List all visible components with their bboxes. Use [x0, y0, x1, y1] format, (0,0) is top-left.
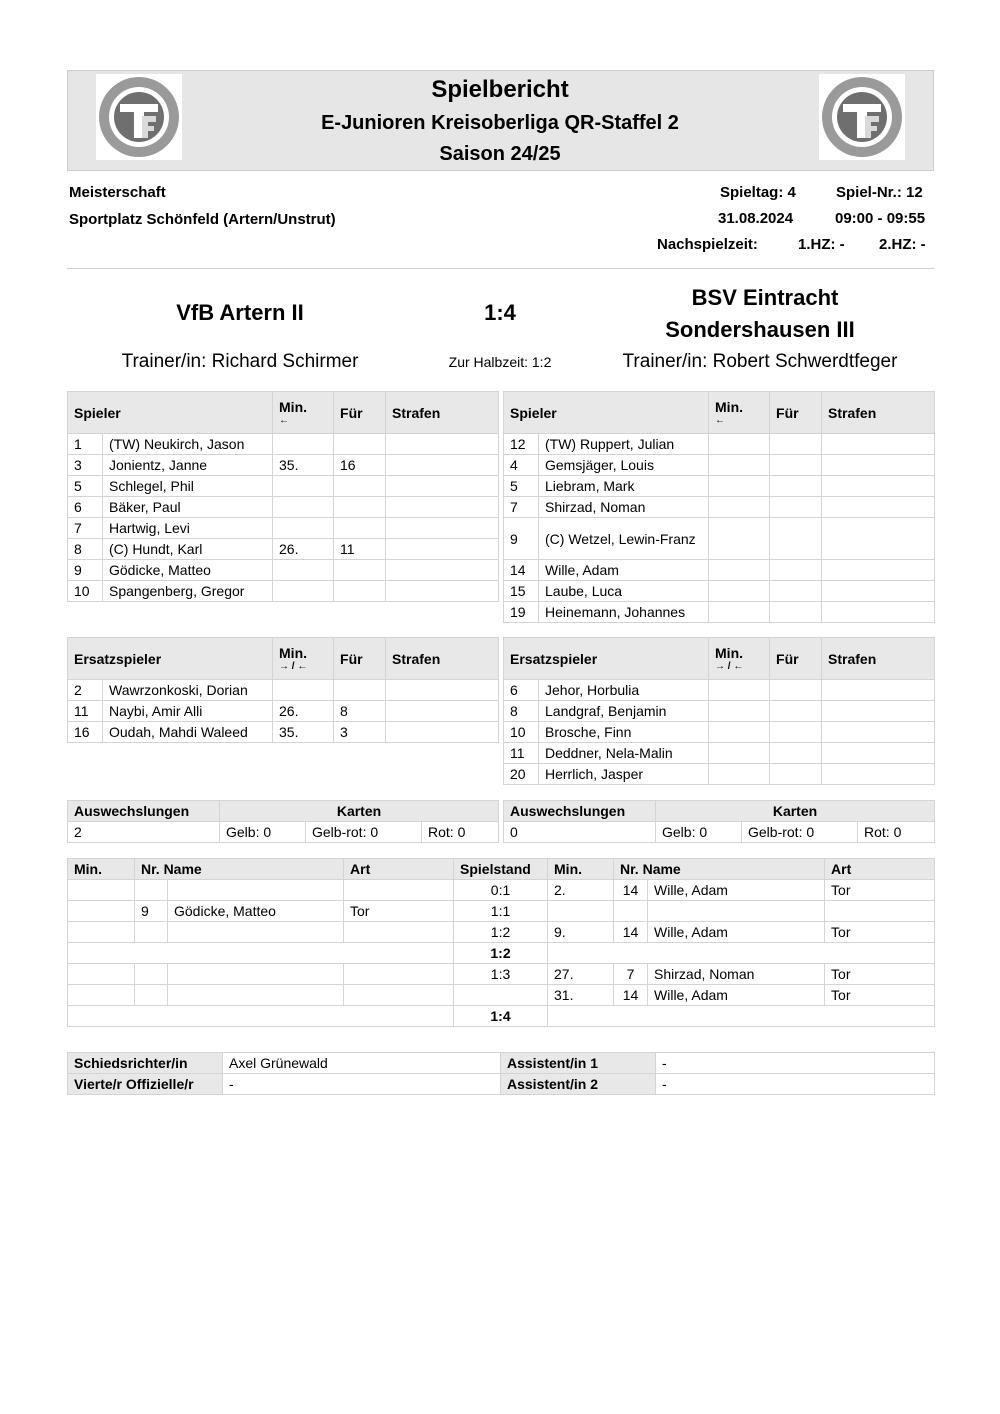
col-header-min: Min. ←: [709, 392, 770, 434]
col-header-min: Min.: [548, 859, 614, 880]
fourth-official-name: -: [223, 1074, 501, 1095]
table-row: [68, 943, 935, 964]
home-subs-table: [67, 637, 499, 743]
report-title: Spielbericht: [431, 76, 569, 103]
final-score-row: 1:4: [454, 1006, 548, 1027]
match-time: 09:00 - 09:55: [835, 210, 926, 227]
league-name: E-Junioren Kreisoberliga QR-Staffel 2: [321, 112, 679, 134]
table-row: 15 Laube, Luca: [504, 581, 935, 602]
col-header-fuer: Für: [770, 638, 822, 680]
table-row: 31. 14 Wille, Adam Tor: [68, 985, 935, 1006]
table-row: 1 (TW) Neukirch, Jason: [68, 434, 499, 455]
red-cards: Rot: 0: [422, 822, 499, 843]
final-score: 1:4: [484, 300, 516, 325]
red-cards: Rot: 0: [858, 822, 935, 843]
table-row: 11 Deddner, Nela-Malin: [504, 743, 935, 764]
away-subs-table: [503, 637, 935, 785]
table-row: 9 Gödicke, Matteo Tor 1:1: [68, 901, 935, 922]
home-team: VfB Artern II: [176, 300, 304, 325]
table-row: 0:1 2. 14 Wille, Adam Tor: [68, 880, 935, 901]
col-header-karten: Karten: [656, 801, 935, 822]
table-row: 10 Spangenberg, Gregor: [68, 581, 499, 602]
table-row: 12 (TW) Ruppert, Julian: [504, 434, 935, 455]
away-team-line1: BSV Eintracht: [691, 285, 839, 310]
extra-time-second-half: 2.HZ: -: [879, 236, 926, 253]
table-row: 9 Gödicke, Matteo: [68, 560, 499, 581]
table-row: 1:3 27. 7 Shirzad, Noman Tor: [68, 964, 935, 985]
match-number: Spiel-Nr.: 12: [836, 184, 923, 201]
away-coach: Trainer/in: Robert Schwerdtfeger: [622, 351, 898, 372]
table-row: 10 Brosche, Finn: [504, 722, 935, 743]
assistant1-label: Assistent/in 1: [501, 1053, 656, 1074]
table-row: [504, 822, 935, 843]
col-header-fuer: Für: [334, 638, 386, 680]
col-header-nr-name: Nr. Name: [135, 859, 344, 880]
table-row: 6 Bäker, Paul: [68, 497, 499, 518]
col-header-strafen: Strafen: [822, 392, 935, 434]
competition: Meisterschaft: [69, 184, 166, 201]
col-header-strafen: Strafen: [822, 638, 935, 680]
table-row: 7 Shirzad, Noman: [504, 497, 935, 518]
col-header-fuer: Für: [334, 392, 386, 434]
assistant2-name: -: [656, 1074, 935, 1095]
table-row: 5 Schlegel, Phil: [68, 476, 499, 497]
yellow-red-cards: Gelb-rot: 0: [306, 822, 422, 843]
yellow-cards: Gelb: 0: [656, 822, 742, 843]
col-header-strafen: Strafen: [386, 638, 499, 680]
table-row: 4 Gemsjäger, Louis: [504, 455, 935, 476]
substitution-count: 0: [504, 822, 656, 843]
table-row: 9 (C) Wetzel, Lewin-Franz: [504, 518, 935, 560]
away-summary-table: [503, 800, 935, 843]
table-row: 1:2 9. 14 Wille, Adam Tor: [68, 922, 935, 943]
yellow-red-cards: Gelb-rot: 0: [742, 822, 858, 843]
venue: Sportplatz Schönfeld (Artern/Unstrut): [69, 211, 336, 228]
halftime-score: Zur Halbzeit: 1:2: [448, 354, 552, 370]
substitution-count: 2: [68, 822, 220, 843]
col-header-min: Min. ←: [273, 392, 334, 434]
col-header-strafen: Strafen: [386, 392, 499, 434]
col-header-spieler: Spieler: [68, 392, 273, 434]
col-header-spielstand: Spielstand: [454, 859, 548, 880]
referee-name: Axel Grünewald: [223, 1053, 501, 1074]
home-summary-table: [67, 800, 499, 843]
col-header-karten: Karten: [220, 801, 499, 822]
match-date: 31.08.2024: [718, 210, 794, 227]
col-header-nr-name: Nr. Name: [614, 859, 825, 880]
fourth-official-label: Vierte/r Offizielle/r: [68, 1074, 223, 1095]
table-row: 8 (C) Hundt, Karl 26. 11: [68, 539, 499, 560]
table-row: [68, 1053, 935, 1074]
table-row: 5 Liebram, Mark: [504, 476, 935, 497]
events-table: [67, 858, 935, 1027]
table-row: 6 Jehor, Horbulia: [504, 680, 935, 701]
table-row: 3 Jonientz, Janne 35. 16: [68, 455, 499, 476]
col-header-min: Min. → / ←: [273, 638, 334, 680]
table-row: 8 Landgraf, Benjamin: [504, 701, 935, 722]
table-row: 11 Naybi, Amir Alli 26. 8: [68, 701, 499, 722]
officials-table: [67, 1052, 935, 1095]
extra-time-first-half: 1.HZ: -: [798, 236, 845, 253]
col-header-min: Min.: [68, 859, 135, 880]
away-team-line2: Sondershausen III: [665, 317, 855, 342]
home-lineup-table: [67, 391, 499, 602]
col-header-art: Art: [825, 859, 935, 880]
table-row: 19 Heinemann, Johannes: [504, 602, 935, 623]
col-header-spieler: Spieler: [504, 392, 709, 434]
table-row: 16 Oudah, Mahdi Waleed 35. 3: [68, 722, 499, 743]
col-header-min: Min. → / ←: [709, 638, 770, 680]
assistant2-label: Assistent/in 2: [501, 1074, 656, 1095]
table-row: 2 Wawrzonkoski, Dorian: [68, 680, 499, 701]
col-header-fuer: Für: [770, 392, 822, 434]
assistant1-name: -: [656, 1053, 935, 1074]
away-lineup-table: [503, 391, 935, 623]
halftime-score-row: 1:2: [454, 943, 548, 964]
referee-label: Schiedsrichter/in: [68, 1053, 223, 1074]
divider: [67, 268, 934, 269]
matchday: Spieltag: 4: [720, 184, 796, 201]
yellow-cards: Gelb: 0: [220, 822, 306, 843]
col-header-art: Art: [344, 859, 454, 880]
table-row: 20 Herrlich, Jasper: [504, 764, 935, 785]
season: Saison 24/25: [439, 143, 561, 165]
col-header-ersatzspieler: Ersatzspieler: [504, 638, 709, 680]
col-header-auswechslungen: Auswechslungen: [504, 801, 656, 822]
col-header-auswechslungen: Auswechslungen: [68, 801, 220, 822]
home-coach: Trainer/in: Richard Schirmer: [121, 351, 359, 372]
table-row: [68, 822, 499, 843]
table-row: [68, 1006, 935, 1027]
col-header-ersatzspieler: Ersatzspieler: [68, 638, 273, 680]
table-row: 14 Wille, Adam: [504, 560, 935, 581]
table-row: 7 Hartwig, Levi: [68, 518, 499, 539]
table-row: [68, 1074, 935, 1095]
extra-time-label: Nachspielzeit:: [657, 236, 758, 253]
